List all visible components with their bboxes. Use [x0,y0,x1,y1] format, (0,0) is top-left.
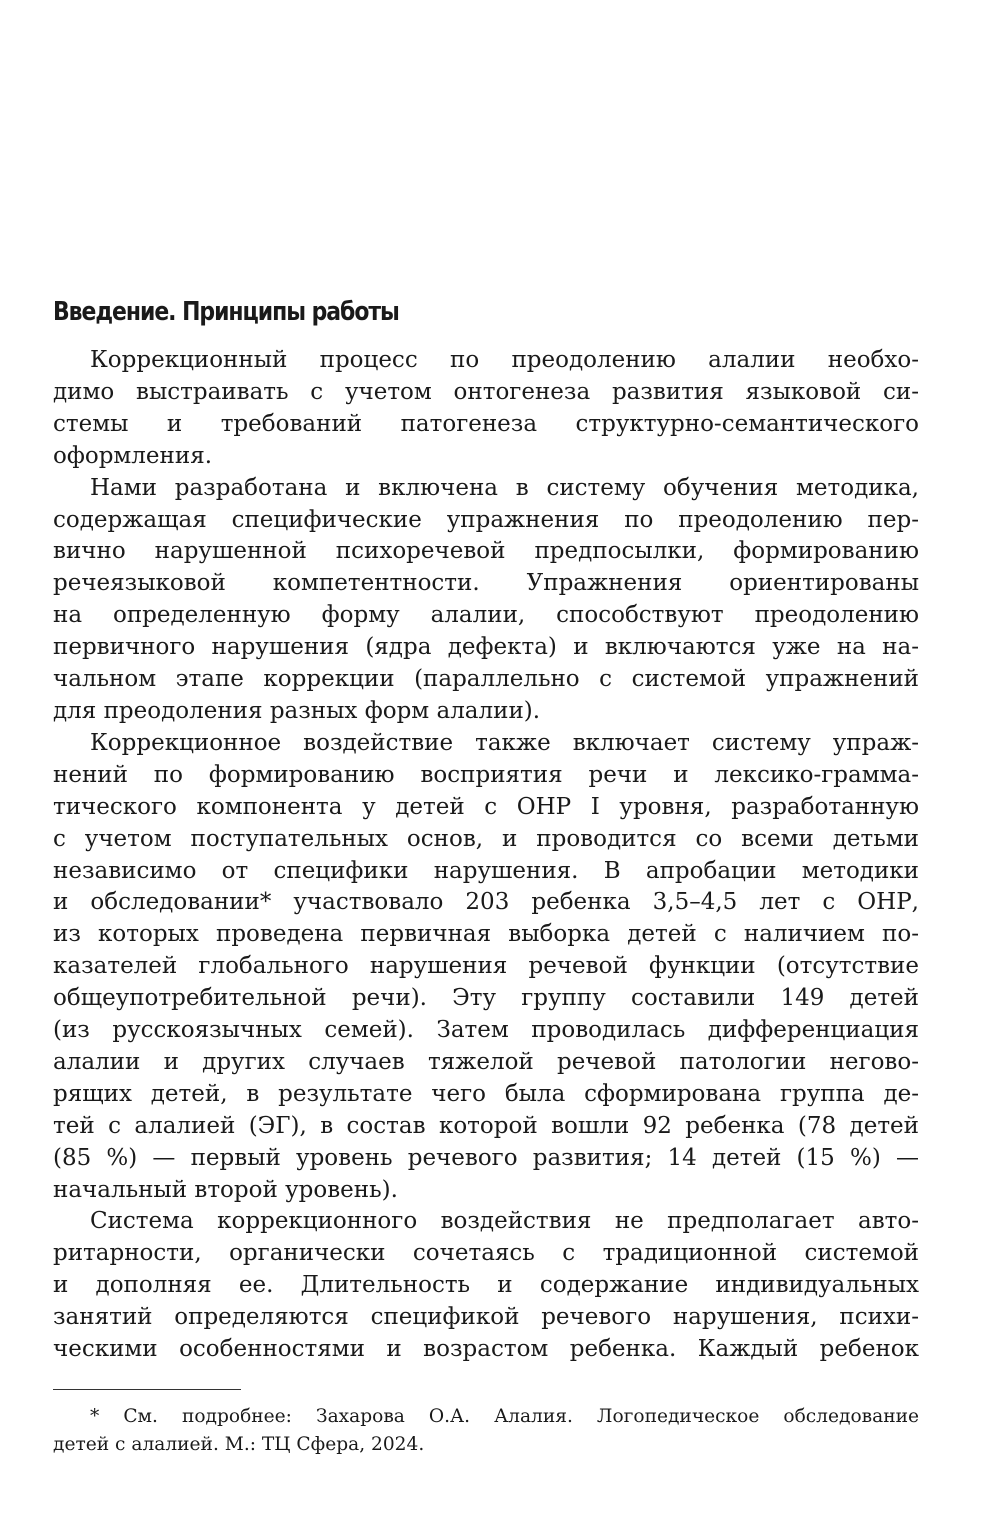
text-line: занятий определяются спецификой речевого нарушения, психи- [53,1304,919,1331]
text-line: вично нарушенной психоречевой предпосылки, формированию [53,538,919,565]
text-line: первичного нарушения (ядра дефекта) и включаются уже на на- [53,634,919,661]
text-line: и дополняя ее. Длительность и содержание индивидуальных [53,1272,919,1299]
text-line: независимо от специфики нарушения. В апробации методики [53,857,919,884]
section-heading: Введение. Принципы работы [53,297,399,327]
footnote-line: * См. подробнее: Захарова О.А. Алалия. Логопедическое обследование [90,1406,919,1427]
paragraph-1 [53,345,919,473]
text-line: из которых проведена первичная выборка детей с наличием по- [53,921,919,948]
text-line: начальный второй уровень). [53,1176,398,1203]
text-line: рящих детей, в результате чего была сформирована группа де- [53,1080,919,1107]
text-line: (85 %) — первый уровень речевого развития; 14 детей (15 %) — [53,1144,919,1171]
text-line: Система коррекционного воздействия не предполагает авто- [90,1208,919,1235]
text-line: ритарности, органически сочетаясь с традиционной системой [53,1240,919,1267]
text-line: с учетом поступательных основ, и проводится со всеми детьми [53,825,919,852]
text-line: на определенную форму алалии, способствуют преодолению [53,602,919,629]
text-line: и обследовании* участвовало 203 ребенка 3,5–4,5 лет с ОНР, [53,889,919,916]
body-text [53,345,919,1366]
text-line: димо выстраивать с учетом онтогенеза развития языковой си- [53,378,919,405]
text-line: содержащая специфические упражнения по преодолению пер- [53,506,919,533]
text-line: нений по формированию восприятия речи и лексико-грамма- [53,761,919,788]
text-line: Коррекционный процесс по преодолению алалии необхо- [90,347,919,373]
text-line: общеупотребительной речи). Эту группу составили 149 детей [53,985,919,1012]
text-line: тей с алалией (ЭГ), в состав которой вошли 92 ребенка (78 детей [53,1112,919,1139]
text-line: казателей глобального нарушения речевой функции (отсутствие [53,953,919,980]
paragraph-2 [53,473,919,728]
text-line: ческими особенностями и возрастом ребенка. Каждый ребенок [53,1336,919,1363]
text-line: (из русскоязычных семей). Затем проводилась дифференциация [53,1017,919,1044]
text-line: для преодоления разных форм алалии). [53,697,541,724]
text-line: Коррекционное воздействие также включает систему упраж- [90,729,919,756]
footnote [53,1403,919,1458]
text-line: Нами разработана и включена в систему обучения методика, [90,474,919,501]
text-line: чальном этапе коррекции (параллельно с системой упражнений [53,666,919,693]
text-line: оформления. [53,442,213,469]
footnote-divider [53,1389,241,1390]
text-line: тического компонента у детей с ОНР I уровня, разработанную [53,793,919,820]
text-line: стемы и требований патогенеза структурно-семантического [53,410,919,437]
text-line: речеязыковой компетентности. Упражнения ориентированы [53,570,919,597]
paragraph-3 [53,728,919,1207]
paragraph-4 [53,1206,919,1366]
text-line: алалии и других случаев тяжелой речевой патологии негово- [53,1048,919,1075]
footnote-line: детей с алалией. М.: ТЦ Сфера, 2024. [53,1433,425,1455]
